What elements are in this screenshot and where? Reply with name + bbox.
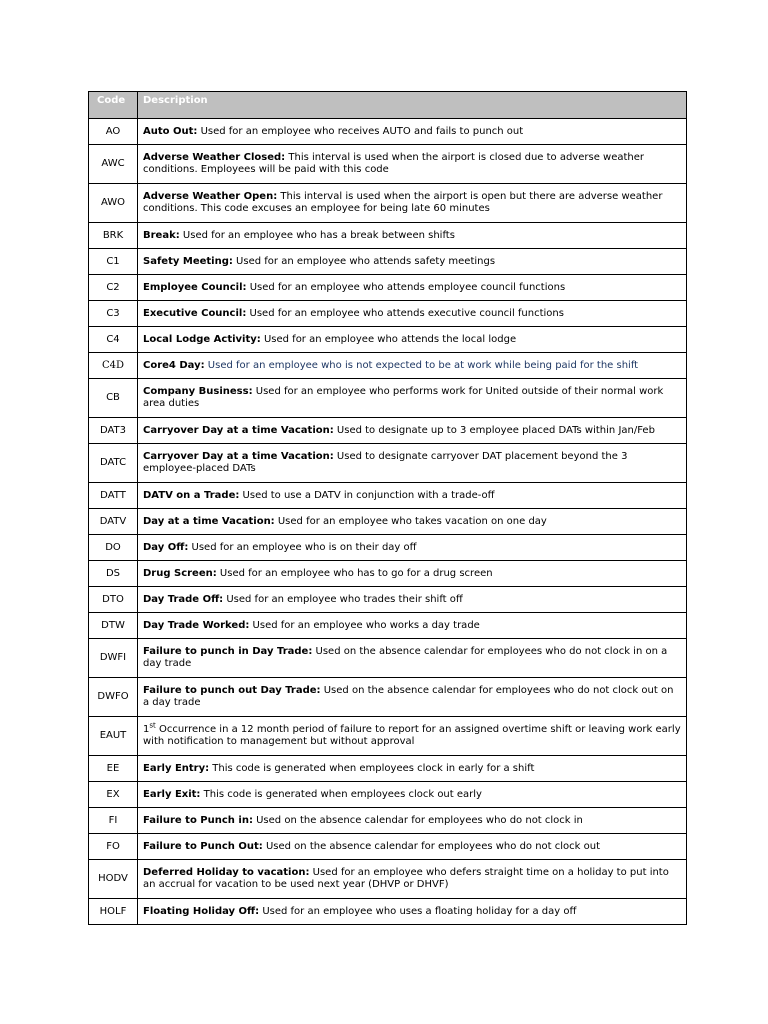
table-row <box>89 483 687 509</box>
description-cell <box>138 379 687 418</box>
pay-code-cell: AWO <box>89 184 138 223</box>
description-cell <box>138 834 687 860</box>
table-row <box>89 782 687 808</box>
term-label: Day Off: <box>143 541 189 553</box>
term-label: Adverse Weather Open: <box>143 191 278 202</box>
term-label: Executive Council: <box>143 307 247 319</box>
description-cell <box>138 860 687 899</box>
term-description: Occurrence in a 12 month period of failure to report for an assigned overtime shift or leaving work early with notification to management but without approval <box>143 724 681 747</box>
table-row <box>89 678 687 717</box>
term-description: Used for an employee who works a day trade <box>249 619 480 631</box>
table-row <box>89 184 687 223</box>
pay-code-cell: DATT <box>89 483 138 509</box>
description-cell <box>138 223 687 249</box>
pay-code-cell: BRK <box>89 223 138 249</box>
term-description: Used on the absence calendar for employees who do not clock in on a day trade <box>143 646 668 669</box>
pay-code-cell: FO <box>89 834 138 860</box>
term-label: Carryover Day at a time Vacation: <box>143 424 334 436</box>
pay-code-cell: AWC <box>89 145 138 184</box>
term-description: Used for an employee who defers straight time on a holiday to put into an accrual for vacation to be used next year (DHVP or DHVF) <box>143 867 669 890</box>
pay-code-table <box>88 91 687 925</box>
description-cell <box>138 418 687 444</box>
term-label: Failure to punch in Day Trade: <box>143 646 313 657</box>
term-description: Used for an employee who is on their day off <box>188 541 417 553</box>
table-row <box>89 561 687 587</box>
term-description: This code is generated when employees clock out early <box>200 788 482 800</box>
pay-code-cell: DTW <box>89 613 138 639</box>
table-row <box>89 639 687 678</box>
term-label: Company Business: <box>143 386 253 397</box>
code-column-header: Code <box>89 92 138 119</box>
table-row <box>89 119 687 145</box>
term-description: This interval is used when the airport is open but there are adverse weather conditions. This code excuses an employee for being late 60 minutes <box>143 191 663 214</box>
term-label: Adverse Weather Closed: <box>143 152 286 163</box>
table-row <box>89 613 687 639</box>
term-description: Used for an employee who trades their shift off <box>223 593 463 605</box>
table-row <box>89 223 687 249</box>
table-row <box>89 275 687 301</box>
table-header-row <box>89 92 687 119</box>
pay-code-cell: FI <box>89 808 138 834</box>
description-cell <box>138 899 687 925</box>
pay-code-cell: DATV <box>89 509 138 535</box>
table-row <box>89 808 687 834</box>
description-cell <box>138 535 687 561</box>
table-body <box>89 119 687 925</box>
term-label: Failure to punch out Day Trade: <box>143 685 321 696</box>
term-description: Used to use a DATV in conjunction with a trade-off <box>239 489 495 501</box>
table-row <box>89 717 687 756</box>
table-row <box>89 145 687 184</box>
description-cell <box>138 249 687 275</box>
description-cell <box>138 184 687 223</box>
term-label: Floating Holiday Off: <box>143 905 260 917</box>
pay-code-cell: EX <box>89 782 138 808</box>
term-label: Employee Council: <box>143 281 247 293</box>
pay-code-cell: DAT3 <box>89 418 138 444</box>
pay-code-cell: CB <box>89 379 138 418</box>
term-description: Used for an employee who receives AUTO and fails to punch out <box>197 125 524 137</box>
description-cell <box>138 119 687 145</box>
table-row <box>89 444 687 483</box>
term-description: Used on the absence calendar for employees who do not clock in <box>252 814 583 826</box>
pay-code-cell: DATC <box>89 444 138 483</box>
description-cell <box>138 678 687 717</box>
pay-code-cell: DWFI <box>89 639 138 678</box>
table-row <box>89 756 687 782</box>
term-description: Used for an employee who uses a floating holiday for a day off <box>259 905 577 917</box>
description-cell <box>138 717 687 756</box>
term-description: Used for an employee who performs work for United outside of their normal work area duties <box>143 386 664 409</box>
description-cell <box>138 613 687 639</box>
term-label: Failure to Punch in: <box>143 814 253 826</box>
term-description: Used to designate up to 3 employee placed DATs within Jan/Feb <box>333 424 655 436</box>
table-row <box>89 418 687 444</box>
pay-code-cell: EAUT <box>89 717 138 756</box>
term-label: Day Trade Worked: <box>143 619 250 631</box>
description-cell <box>138 756 687 782</box>
description-cell <box>138 444 687 483</box>
pay-code-cell: C1 <box>89 249 138 275</box>
table-row <box>89 587 687 613</box>
table-row <box>89 249 687 275</box>
description-cell <box>138 145 687 184</box>
term-label: Safety Meeting: <box>143 255 233 267</box>
description-cell <box>138 639 687 678</box>
description-cell <box>138 301 687 327</box>
table-row <box>89 899 687 925</box>
term-label: DATV on a Trade: <box>143 489 240 501</box>
term-description: Used to designate carryover DAT placement beyond the 3 employee-placed DATs <box>143 451 628 474</box>
term-label: Local Lodge Activity: <box>143 333 261 345</box>
term-label: Carryover Day at a time Vacation: <box>143 451 334 462</box>
pay-code-cell: C4D <box>89 353 138 379</box>
term-label: Core4 Day: <box>143 359 205 371</box>
term-label: Early Entry: <box>143 762 210 774</box>
term-description: Used for an employee who has to go for a drug screen <box>216 567 493 579</box>
pay-code-cell: HOLF <box>89 899 138 925</box>
description-cell <box>138 561 687 587</box>
description-cell <box>138 509 687 535</box>
term-description: Used for an employee who takes vacation on one day <box>274 515 547 527</box>
term-description: Used for an employee who attends executive council functions <box>246 307 564 319</box>
pay-code-cell: HODV <box>89 860 138 899</box>
term-label: Day Trade Off: <box>143 593 224 605</box>
table-row <box>89 860 687 899</box>
pay-code-cell: EE <box>89 756 138 782</box>
table-row <box>89 327 687 353</box>
description-cell <box>138 327 687 353</box>
description-cell <box>138 587 687 613</box>
table-row <box>89 353 687 379</box>
term-description: Used for an employee who is not expected to be at work while being paid for the shift <box>204 359 639 371</box>
term-description: Used for an employee who attends the local lodge <box>260 333 517 345</box>
description-column-header: Description <box>138 92 687 119</box>
term-description: Used for an employee who attends safety meetings <box>232 255 496 267</box>
term-label: Break: <box>143 229 180 241</box>
term-label: Drug Screen: <box>143 567 217 579</box>
pay-code-cell: DO <box>89 535 138 561</box>
term-label: Failure to Punch Out: <box>143 840 263 852</box>
term-description: Used on the absence calendar for employees who do not clock out <box>262 840 601 852</box>
term-description: Used for an employee who attends employee council functions <box>246 281 566 293</box>
term-description: Used on the absence calendar for employees who do not clock out on a day trade <box>143 685 674 708</box>
pay-code-cell: C2 <box>89 275 138 301</box>
term-description: This interval is used when the airport is closed due to adverse weather conditions. Employees will be paid with this code <box>143 152 645 175</box>
description-cell <box>138 483 687 509</box>
table-row <box>89 301 687 327</box>
pay-code-cell: AO <box>89 119 138 145</box>
term-description: This code is generated when employees clock in early for a shift <box>209 762 535 774</box>
pay-code-cell: DS <box>89 561 138 587</box>
term-label: Day at a time Vacation: <box>143 515 275 527</box>
description-cell <box>138 353 687 379</box>
ordinal-number: 1 <box>143 724 150 735</box>
pay-code-cell: DWFO <box>89 678 138 717</box>
term-label: Auto Out: <box>143 125 198 137</box>
table-row <box>89 535 687 561</box>
term-label: Deferred Holiday to vacation: <box>143 867 310 878</box>
table-row <box>89 834 687 860</box>
ordinal-suffix: st <box>149 721 156 730</box>
table-row <box>89 379 687 418</box>
table-row <box>89 509 687 535</box>
term-label: Early Exit: <box>143 788 201 800</box>
pay-code-cell: DTO <box>89 587 138 613</box>
term-description: Used for an employee who has a break between shifts <box>179 229 455 241</box>
description-cell <box>138 275 687 301</box>
pay-code-cell: C3 <box>89 301 138 327</box>
description-cell <box>138 808 687 834</box>
description-cell <box>138 782 687 808</box>
pay-code-cell: C4 <box>89 327 138 353</box>
